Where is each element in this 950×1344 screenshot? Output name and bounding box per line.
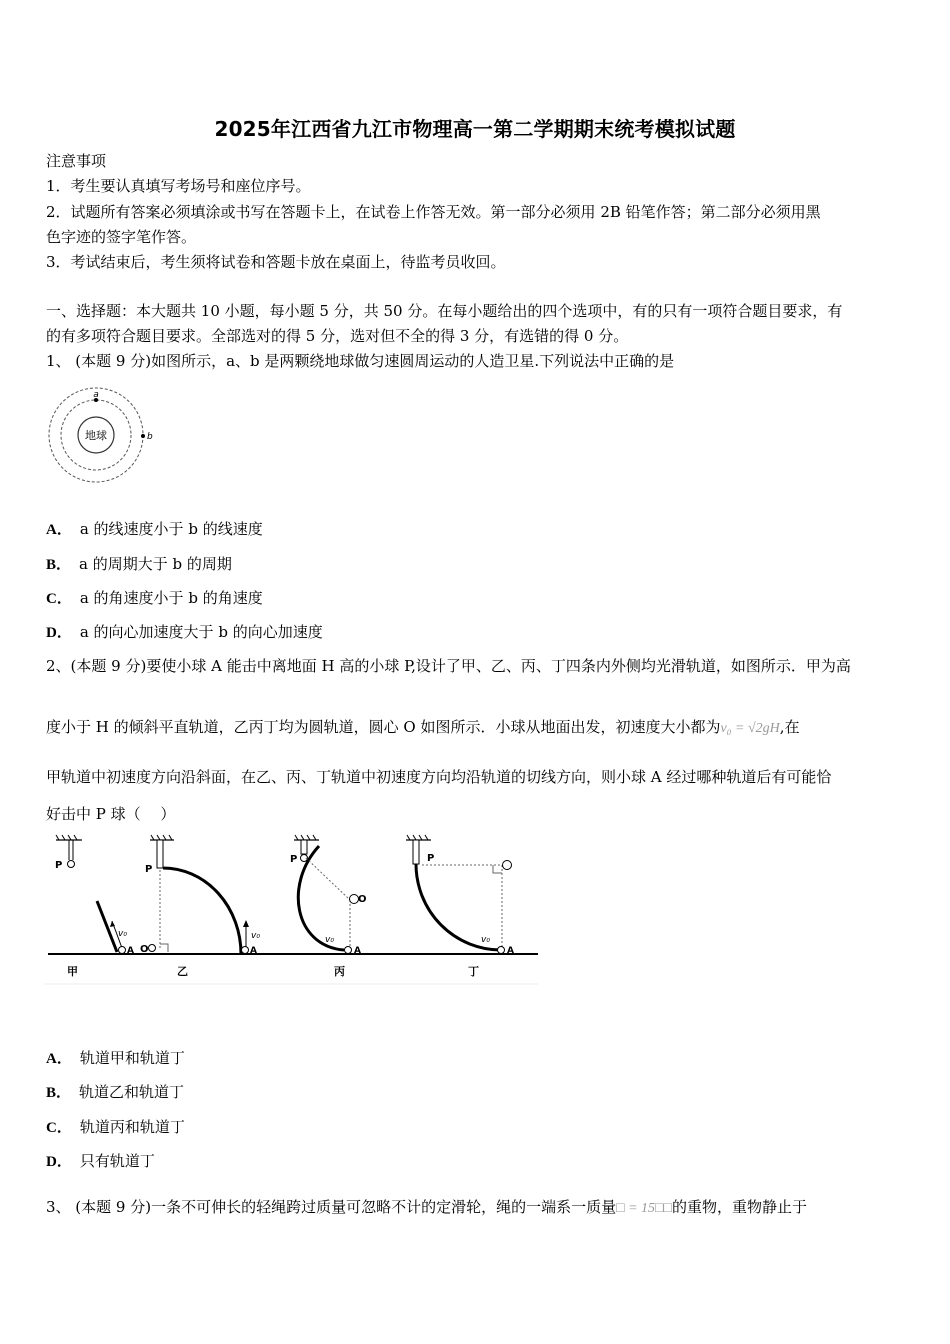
satellite-a-label: a: [93, 390, 99, 400]
option-label: A．: [46, 522, 72, 538]
svg-text:丙: 丙: [334, 965, 345, 978]
notice-item: 3．考试结束后，考生须将试卷和答题卡放在桌面上，待监考员收回。: [46, 253, 506, 271]
notice-item: 1．考生要认真填写考场号和座位序号。: [46, 177, 311, 195]
svg-text:O: O: [140, 944, 149, 955]
option-text: 只有轨道丁: [79, 1152, 155, 1170]
svg-text:A: A: [507, 946, 514, 956]
stem-text: 度小于 H 的倾斜平直轨道，乙丙丁均为圆轨道，圆心 O 如图所示．小球从地面出发，初速度大小都为: [46, 718, 721, 736]
question-2-stem-cont: 好击中 P 球（ ）: [46, 805, 176, 823]
option-label: C．: [46, 591, 72, 607]
svg-text:P: P: [145, 864, 153, 875]
q1-option-a[interactable]: [46, 518, 263, 539]
q1-option-c[interactable]: [46, 587, 263, 608]
track-jia: [55, 835, 134, 978]
stem-text: 3、 (本题 9 分)一条不可伸长的轻绳跨过质量可忽略不计的定滑轮，绳的一端系一质量: [46, 1198, 617, 1216]
page-title: 2025年江西省九江市物理高一第二学期期末统考模拟试题: [214, 117, 736, 141]
option-text: a 的角速度小于 b 的角速度: [79, 589, 263, 607]
orbit-figure: [44, 386, 164, 486]
svg-text:丁: 丁: [468, 965, 479, 978]
q2-option-a[interactable]: [46, 1047, 185, 1068]
notice-item: 色字迹的签字笔作答。: [46, 228, 197, 246]
svg-text:v₀: v₀: [325, 935, 334, 945]
q1-option-b[interactable]: [46, 553, 232, 574]
option-text: a 的线速度小于 b 的线速度: [79, 520, 263, 538]
velocity-formula: v₀ = √2gH: [720, 721, 780, 736]
stem-text: ,在: [779, 718, 800, 736]
option-text: 轨道乙和轨道丁: [79, 1083, 185, 1101]
svg-text:乙: 乙: [177, 965, 188, 978]
svg-text:v₀: v₀: [481, 935, 490, 945]
svg-text:P: P: [55, 860, 63, 871]
svg-text:A: A: [127, 946, 134, 956]
svg-text:P: P: [290, 854, 298, 865]
svg-text:甲: 甲: [67, 965, 78, 978]
option-label: B．: [46, 557, 72, 573]
notice-item: 2．试题所有答案必须填涂或书写在答题卡上，在试卷上作答无效。第一部分必须用 2B 铅笔作答；第二部分必须用黑: [46, 203, 821, 221]
option-text: 轨道甲和轨道丁: [79, 1049, 185, 1067]
stem-text: 的重物，重物静止于: [671, 1198, 807, 1216]
option-label: D．: [46, 1154, 72, 1170]
question-2-stem: 2、(本题 9 分)要使小球 A 能击中离地面 H 高的小球 P,设计了甲、乙、丙、丁四条内外侧均光滑轨道，如图所示．甲为高: [46, 657, 851, 675]
svg-text:P: P: [427, 853, 435, 864]
question-3-stem: [46, 1197, 807, 1219]
section-heading-cont: 的有多项符合题目要求。全部选对的得 5 分，选对但不全的得 3 分，有选错的得 0 分。: [46, 327, 629, 345]
question-2-stem-cont: [46, 717, 800, 739]
option-label: C．: [46, 1120, 72, 1136]
track-yi: [140, 835, 260, 978]
track-figure: [44, 834, 544, 989]
section-heading: 一、选择题：本大题共 10 小题，每小题 5 分，共 50 分。在每小题给出的四个选项中，有的只有一项符合题目要求，有: [46, 302, 843, 320]
option-label: B．: [46, 1085, 72, 1101]
satellite-b: [141, 434, 145, 438]
q1-option-d[interactable]: [46, 621, 323, 642]
mass-formula: □ = 15□□: [616, 1201, 672, 1216]
satellite-b-label: b: [147, 432, 153, 442]
svg-text:v₀: v₀: [118, 929, 127, 939]
svg-text:A: A: [250, 946, 257, 956]
q2-option-c[interactable]: [46, 1116, 185, 1137]
option-text: a 的向心加速度大于 b 的向心加速度: [79, 623, 323, 641]
track-bing: [290, 835, 367, 978]
option-text: 轨道丙和轨道丁: [79, 1118, 185, 1136]
notice-heading: 注意事项: [46, 152, 107, 170]
option-label: D．: [46, 625, 72, 641]
q2-option-b[interactable]: [46, 1081, 184, 1102]
question-1-stem: 1、 (本题 9 分)如图所示，a、b 是两颗绕地球做匀速圆周运动的人造卫星.下列说法中正确的是: [46, 352, 675, 370]
svg-text:A: A: [354, 946, 361, 956]
question-2-stem-cont: 甲轨道中初速度方向沿斜面，在乙、丙、丁轨道中初速度方向均沿轨道的切线方向，则小球 A 经过哪种轨道后有可能恰: [46, 768, 832, 786]
option-text: a 的周期大于 b 的周期: [79, 555, 232, 573]
svg-text:O: O: [358, 894, 367, 905]
svg-text:v₀: v₀: [251, 931, 260, 941]
option-label: A．: [46, 1051, 72, 1067]
earth-label: 地球: [85, 429, 107, 442]
track-ding: [406, 835, 514, 978]
q2-option-d[interactable]: [46, 1150, 155, 1171]
